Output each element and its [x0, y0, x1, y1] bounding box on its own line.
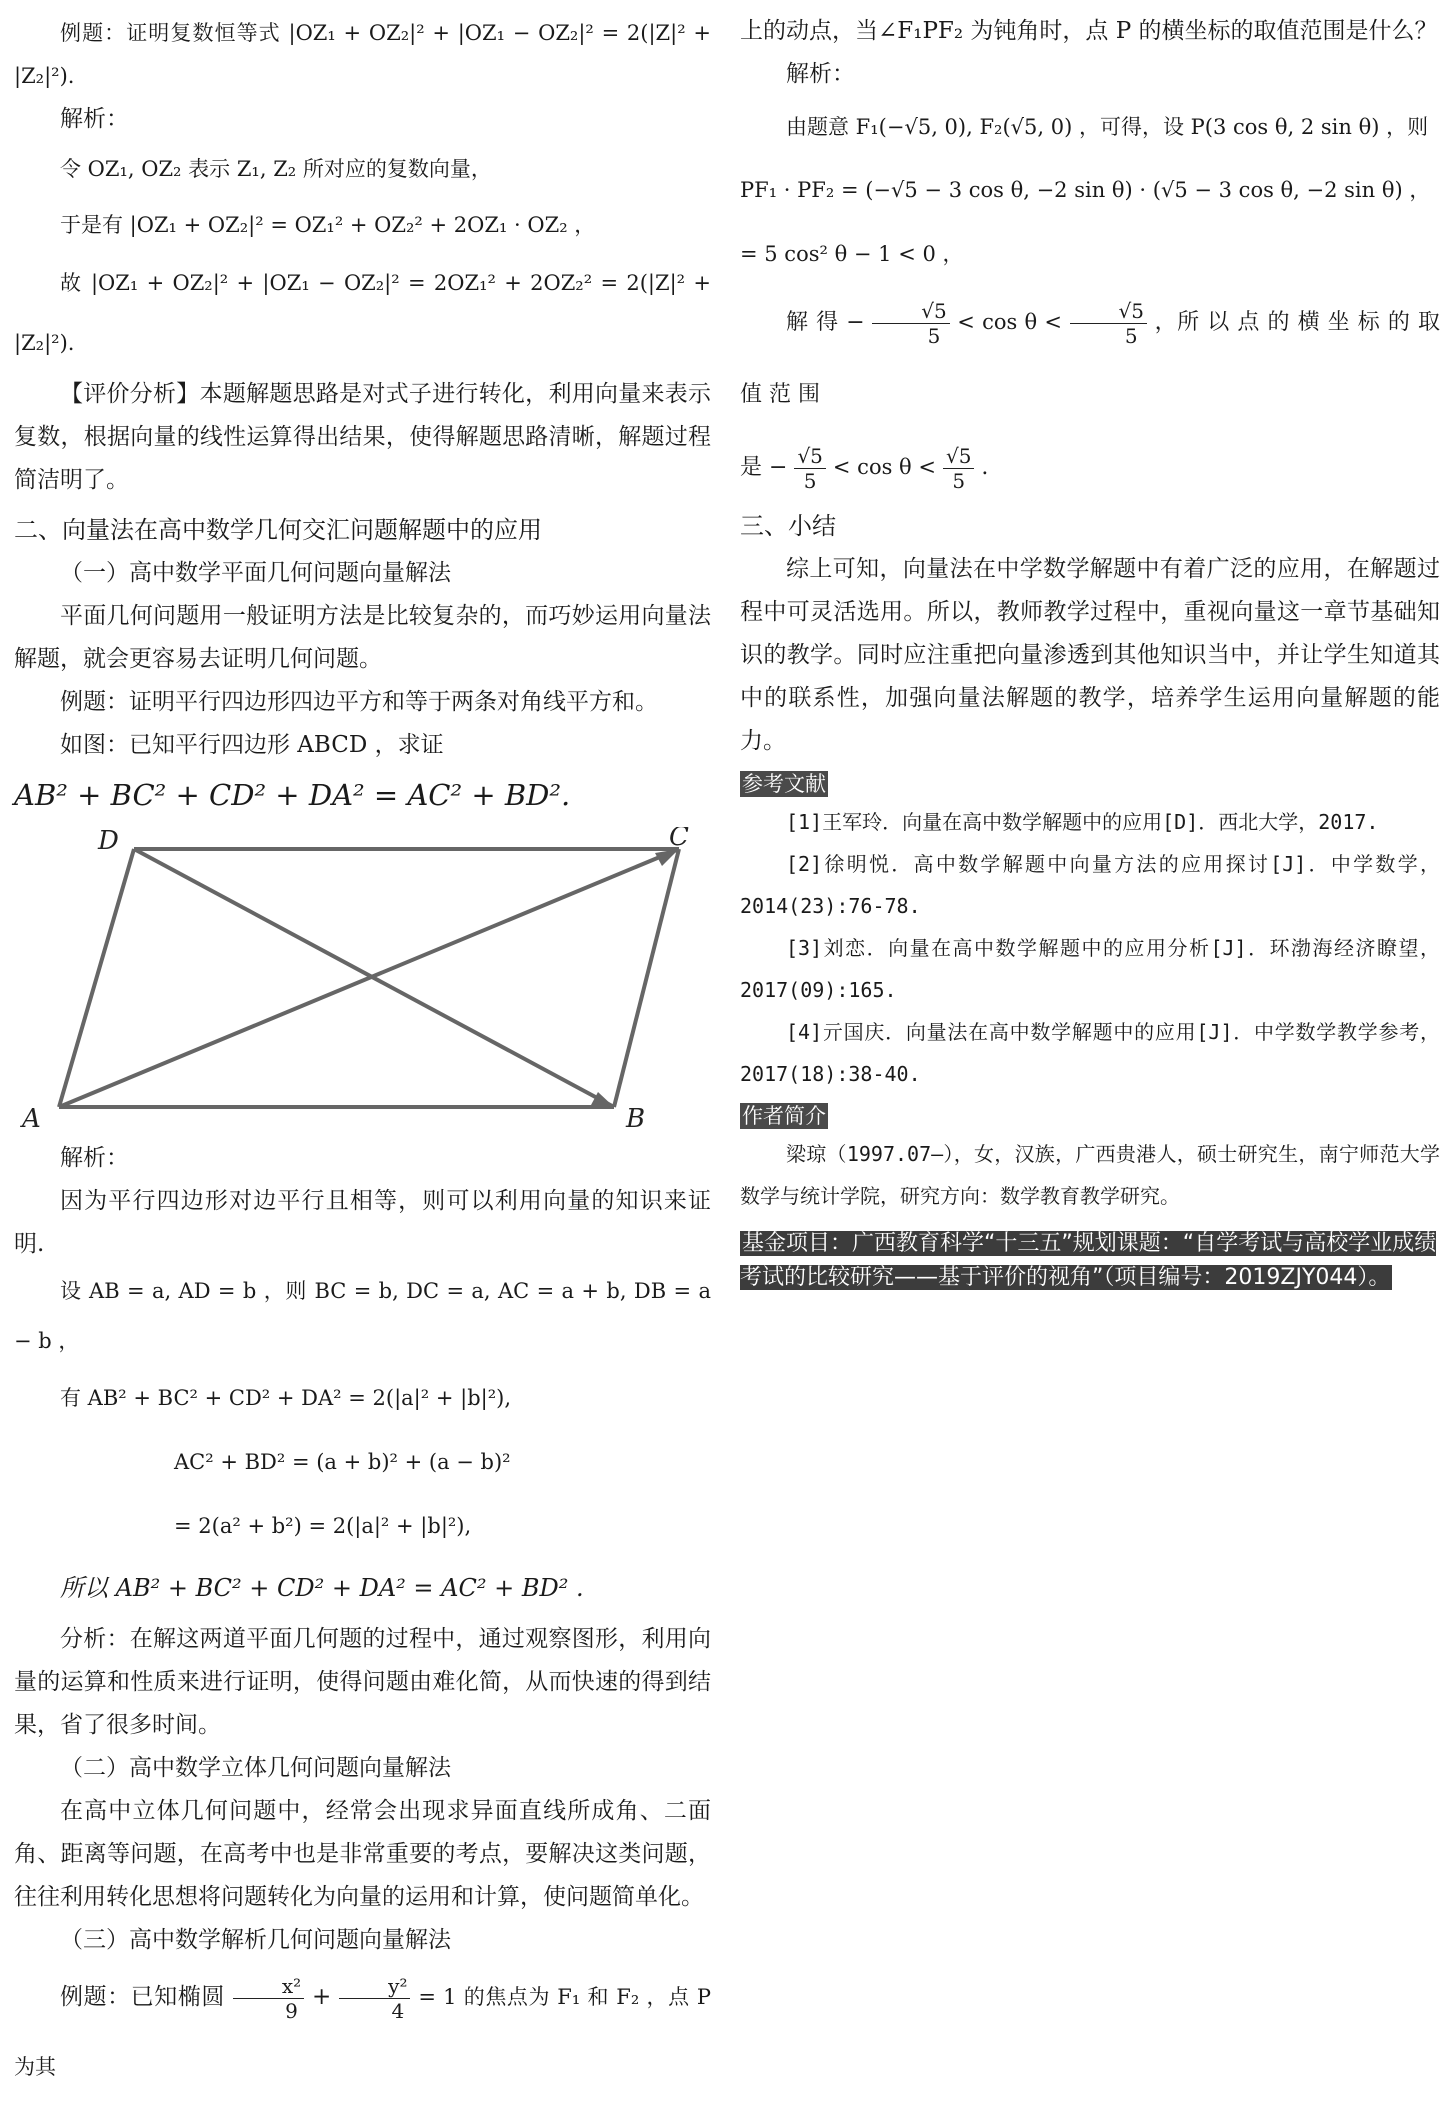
diagonal-db	[134, 849, 614, 1107]
example-parallelogram: 例题：证明平行四边形四边平方和等于两条对角线平方和。	[60, 689, 658, 715]
fraction-sqrt5-5-c: $\frac{√5}{5}$	[794, 444, 825, 493]
vertex-label-c: C	[669, 827, 689, 852]
cos-inequality-2: < cos θ <	[832, 455, 936, 479]
ellipse-example: 例题：已知椭圆 $\frac{\text{x²}}{9}$ + $\frac{\text{y²}}{4}$ = 1 的焦点为 F₁ 和 F₂ ，点 P 为其	[14, 1973, 712, 2079]
solution-tail: ，所 以 点 的 横 坐 标 的 取 值 范 围	[740, 310, 1441, 407]
references-heading: 参考文献	[742, 772, 826, 796]
example-complex-identity: 例题：证明复数恒等式 |OZ₁ + OZ₂|² + |OZ₁ − OZ₂|² = 2(|Z|² + |Z₂|²).	[14, 21, 711, 88]
solution-range-2	[740, 431, 1440, 504]
fund-project-banner: 基金项目：广西教育科学“十三五”规划课题：“自学考试与高校学业成绩考试的比较研究——基于评价的视角”（项目编号：2019ZJY044）。	[740, 1231, 1437, 1290]
dot-product-result: = 5 cos² θ − 1 < 0 ，	[740, 242, 964, 266]
reference-2: [2]徐明悦．高中数学解题中向量方法的应用探讨[J]．中学数学，2014(23):76-78.	[740, 852, 1440, 918]
solid-geometry-text: 在高中立体几何问题中，经常会出现求异面直线所成角、二面角、距离等问题，在高考中也是非常重要的考点，要解决这类问题，往往利用转化思想将问题转化为向量的运用和计算，使问题简单化。	[14, 1798, 711, 1910]
derivation-step: 于是有 |OZ₁ + OZ₂|² = OZ₁² + OZ₂² + 2OZ₁ · OZ₂ ，	[60, 213, 596, 237]
vector-setup: 设 AB = a, AD = b ，则 BC = b, DC = a, AC = a + b, DB = a − b ，	[14, 1279, 711, 1353]
left-column	[14, 0, 711, 2102]
sum-of-sides: 有 AB² + BC² + CD² + DA² = 2(|a|² + |b|²),	[60, 1386, 511, 1410]
fraction-sqrt5-5-d: $\frac{√5}{5}$	[943, 444, 974, 493]
solution-lead: 解 得 −	[786, 310, 865, 335]
section-3-heading: 三、小结	[740, 512, 836, 540]
analysis-label: 解析：	[60, 106, 129, 132]
evaluation-analysis: 【评价分析】本题解题思路是对式子进行转化，利用向量来表示复数，根据向量的线性运算得出结果，使得解题思路清晰，解题过程简洁明了。	[14, 381, 711, 493]
sum-of-diagonals: AC² + BD² = (a + b)² + (a − b)²	[174, 1450, 511, 1474]
author-bio: 梁琼（1997.07—），女，汉族，广西贵港人，硕士研究生，南宁师范大学数学与统计学院，研究方向：数学教育教学研究。	[740, 1142, 1440, 1208]
given-parallelogram: 如图：已知平行四边形 ABCD ，求证	[60, 732, 444, 758]
plane-geometry-intro: 平面几何问题用一般证明方法是比较复杂的，而巧妙运用向量法解题，就会更容易去证明几何问题。	[14, 603, 711, 672]
solution-range	[740, 286, 1440, 431]
right-column	[740, 0, 1440, 1295]
subsection-2-heading: （二）高中数学立体几何问题向量解法	[60, 1755, 451, 1781]
side-da	[59, 849, 134, 1107]
reference-1: [1]王军玲．向量在高中数学解题中的应用[D]．西北大学，2017.	[786, 810, 1379, 834]
subsection-1-heading: （一）高中数学平面几何问题向量解法	[60, 560, 451, 586]
analysis-label-3: 解析：	[786, 61, 855, 87]
fraction-y2-4: $\frac{\text{y²}}{4}$	[339, 1974, 410, 2023]
fraction-x2-9: $\frac{\text{x²}}{9}$	[233, 1974, 304, 2023]
vector-definition: 令 OZ₁, OZ₂ 表示 Z₁, Z₂ 所对应的复数向量，	[60, 157, 492, 181]
vertex-label-b: B	[626, 1104, 646, 1134]
proof-conclusion: 所以 AB² + BC² + CD² + DA² = AC² + BD² .	[60, 1574, 584, 1602]
proof-reasoning: 因为平行四边形对边平行且相等，则可以利用向量的知识来证明.	[14, 1188, 711, 1257]
foci-setup: 由题意 F₁(−√5, 0), F₂(√5, 0) ，可得，设 P(3 cos θ, 2 sin θ) ，则	[786, 115, 1429, 139]
vertex-label-a: A	[22, 1104, 41, 1134]
reference-4: [4]亓国庆．向量法在高中数学解题中的应用[J]．中学数学教学参考，2017(18):38-40.	[740, 1020, 1440, 1086]
ellipse-example-lead: 例题：已知椭圆	[60, 1984, 225, 2010]
subsection-3-heading: （三）高中数学解析几何问题向量解法	[60, 1927, 451, 1953]
method-analysis: 分析：在解这两道平面几何题的过程中，通过观察图形，利用向量的运算和性质来进行证明，使得问题由难化简，从而快速的得到结果，省了很多时间。	[14, 1626, 711, 1738]
conclusion-step: 故 |OZ₁ + OZ₂|² + |OZ₁ − OZ₂|² = 2OZ₁² + 2OZ₂² = 2(|Z|² + |Z₂|²).	[14, 271, 711, 355]
equation-to-prove: AB² + BC² + CD² + DA² = AC² + BD².	[14, 778, 571, 812]
cos-inequality: < cos θ <	[957, 310, 1062, 334]
fraction-sqrt5-5-b: $\frac{√5}{5}$	[1070, 299, 1147, 348]
analysis-label-2: 解析：	[60, 1145, 129, 1171]
fraction-sqrt5-5-a: $\frac{√5}{5}$	[872, 299, 949, 348]
author-heading: 作者简介	[742, 1104, 826, 1128]
range-end: .	[981, 455, 989, 480]
summary-paragraph: 综上可知，向量法在中学数学解题中有着广泛的应用，在解题过程中可灵活选用。所以，教师教学过程中，重视向量这一章节基础知识的教学。同时应注重把向量渗透到其他知识当中，并让学生知道其中的联系性，加强向量法解题的教学，培养学生运用向量解题的能力。	[740, 556, 1440, 754]
diagonal-ac	[59, 849, 679, 1107]
section-2-heading: 二、向量法在高中数学几何交汇问题解题中的应用	[14, 516, 542, 544]
parallelogram-figure	[14, 827, 711, 1137]
diagonals-simplified: = 2(a² + b²) = 2(|a|² + |b|²),	[174, 1514, 472, 1538]
ellipse-example-tail: = 1 的焦点为 F₁ 和 F₂ ，点 P 为其	[14, 1985, 712, 2079]
ellipse-question: 上的动点，当∠F₁PF₂ 为钝角时，点 P 的横坐标的取值范围是什么？	[740, 18, 1438, 44]
side-cb	[614, 849, 679, 1107]
dot-product: PF₁ · PF₂ = (−√5 − 3 cos θ, −2 sin θ) · (√5 − 3 cos θ, −2 sin θ) ，	[740, 178, 1431, 202]
reference-3: [3]刘恋．向量在高中数学解题中的应用分析[J]．环渤海经济瞭望，2017(09):165.	[740, 936, 1440, 1002]
vertex-label-d: D	[98, 827, 119, 856]
range-lead: 是 −	[740, 455, 788, 480]
